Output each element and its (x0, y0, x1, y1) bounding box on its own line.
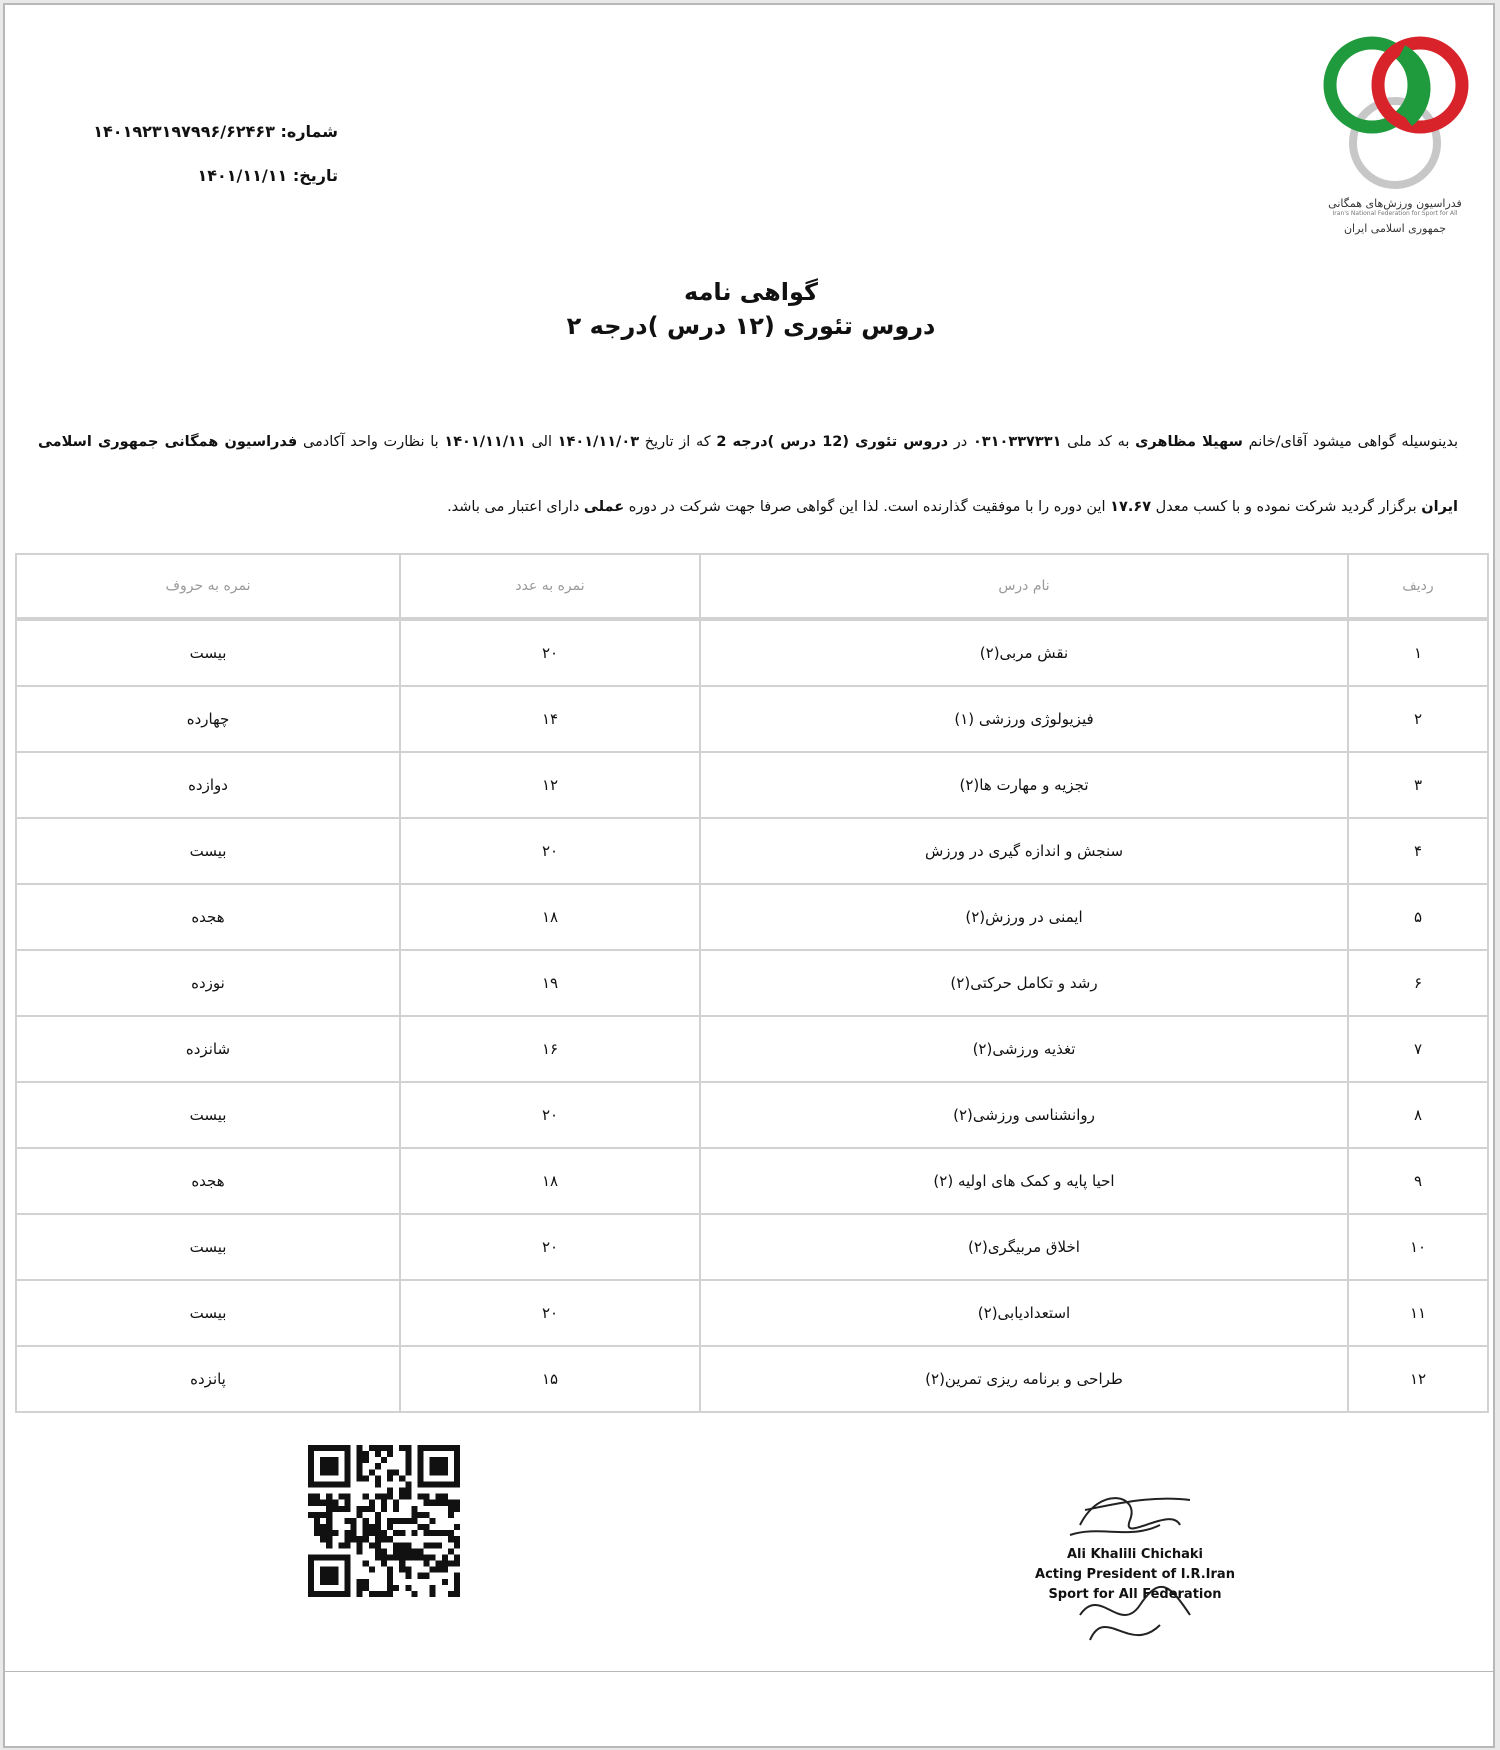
grade-number-cell: ۱۶ (399, 1017, 699, 1083)
body-text-7: برگزار گردید شرکت نموده و با کسب معدل (1155, 499, 1417, 515)
row-number: ۶ (1347, 951, 1487, 1017)
row-number: ۳ (1347, 753, 1487, 819)
org-name-english: Iran's National Federation for Sport for All (1332, 210, 1458, 217)
holder-name: سهیلا مظاهری (1135, 434, 1243, 450)
table-row (17, 687, 1487, 753)
grade-number-cell: ۲۰ (399, 1281, 699, 1347)
grade-words-cell: بیست (17, 1215, 399, 1281)
table-row (17, 753, 1487, 819)
table-row (17, 885, 1487, 951)
body-text-8: این دوره را با موفقیت گذارنده است. لذا این گواهی صرفا جهت شرکت در دوره (628, 499, 1106, 515)
table-row (17, 819, 1487, 885)
course-name-cell: ایمنی در ورزش(۲) (699, 885, 1347, 951)
document-meta (93, 110, 338, 198)
table-row (17, 1215, 1487, 1281)
course-name-cell: روانشناسی ورزشی(۲) (699, 1083, 1347, 1149)
grade-words-cell: بیست (17, 1281, 399, 1347)
certificate-page (3, 3, 1495, 1673)
org-name: فدراسیون ورزش‌های همگانی (1328, 197, 1462, 210)
grade-number-cell: ۱۴ (399, 687, 699, 753)
course-name-cell: تغذیه ورزشی(۲) (699, 1017, 1347, 1083)
table-row (17, 1083, 1487, 1149)
course-name: دروس تئوری (12 درس )درجه 2 (716, 434, 949, 450)
qr-code (308, 1445, 460, 1597)
grade-words-cell: هجده (17, 885, 399, 951)
header-row-number: ردیف (1347, 553, 1487, 621)
table-row (17, 951, 1487, 1017)
header-grade-number: نمره به عدد (399, 553, 699, 621)
signature-block (1010, 1465, 1260, 1655)
grade-words-cell: بیست (17, 1083, 399, 1149)
org-country: جمهوری اسلامی ایران (1343, 222, 1447, 235)
certificate-body (38, 410, 1458, 540)
row-number: ۱۰ (1347, 1215, 1487, 1281)
grade-number-cell: ۱۹ (399, 951, 699, 1017)
grade-number-cell: ۱۲ (399, 753, 699, 819)
grade-number-cell: ۱۸ (399, 885, 699, 951)
number-value: ۱۴۰۱۹۲۳۱۹۷۹۹۶/۶۲۴۶۳ (93, 122, 275, 141)
grade-words-cell: شانزده (17, 1017, 399, 1083)
number-label: شماره: (280, 122, 338, 141)
table-row (17, 1347, 1487, 1413)
body-text-3: در (953, 434, 968, 450)
grade-number-cell: ۲۰ (399, 1083, 699, 1149)
signatory-org: Sport for All Federation (1048, 1587, 1222, 1602)
row-number: ۵ (1347, 885, 1487, 951)
course-name-cell: احیا پایه و کمک های اولیه (۲) (699, 1149, 1347, 1215)
grades-table (15, 553, 1489, 1413)
course-name-cell: تجزیه و مهارت ها(۲) (699, 753, 1347, 819)
date-value: ۱۴۰۱/۱۱/۱۱ (197, 166, 288, 185)
grade-number-cell: ۲۰ (399, 1215, 699, 1281)
body-text-1: بدینوسیله گواهی میشود آقای/خانم (1248, 434, 1459, 450)
grade-words-cell: بیست (17, 621, 399, 687)
grade-words-cell: چهارده (17, 687, 399, 753)
table-row (17, 1149, 1487, 1215)
grade-words-cell: بیست (17, 819, 399, 885)
page-bottom-area (3, 1672, 1495, 1748)
course-name-cell: سنجش و اندازه گیری در ورزش (699, 819, 1347, 885)
row-number: ۹ (1347, 1149, 1487, 1215)
grade-number-cell: ۲۰ (399, 621, 699, 687)
grade-words-cell: دوازده (17, 753, 399, 819)
grade-number-cell: ۲۰ (399, 819, 699, 885)
body-text-6: با نظارت واحد آکادمی (302, 434, 439, 450)
body-text-5: الی (531, 434, 552, 450)
date-label: تاریخ: (292, 166, 338, 185)
document-number (93, 110, 338, 154)
table-row (17, 1017, 1487, 1083)
date-to: ۱۴۰۱/۱۱/۱۱ (444, 434, 526, 450)
signatory (1010, 1545, 1260, 1605)
table-row (17, 1281, 1487, 1347)
federation-logo (1305, 23, 1485, 235)
course-name-cell: نقش مربی(۲) (699, 621, 1347, 687)
row-number: ۸ (1347, 1083, 1487, 1149)
grade-number-cell: ۱۸ (399, 1149, 699, 1215)
header-grade-words: نمره به حروف (17, 553, 399, 621)
title-block (5, 275, 1497, 343)
course-name-cell: فیزیولوژی ورزشی (۱) (699, 687, 1347, 753)
signatory-title: Acting President of I.R.Iran (1035, 1567, 1235, 1582)
row-number: ۱۱ (1347, 1281, 1487, 1347)
grade-words-cell: نوزده (17, 951, 399, 1017)
certificate-subtitle: دروس تئوری (۱۲ درس )درجه ۲ (566, 312, 936, 340)
row-number: ۱۲ (1347, 1347, 1487, 1413)
body-text-2: به کد ملی (1067, 434, 1130, 450)
table-row (17, 621, 1487, 687)
grade-words-cell: هجده (17, 1149, 399, 1215)
body-text-9: دارای اعتبار می باشد. (447, 499, 580, 515)
practical-label: عملی (583, 499, 625, 515)
federation-name: فدراسیون همگانی جمهوری اسلامی ایران (38, 434, 1458, 515)
body-text-4: که از تاریخ (644, 434, 711, 450)
grade-number-cell: ۱۵ (399, 1347, 699, 1413)
rings-logo-icon (1310, 23, 1480, 193)
certificate-title: گواهی نامه (684, 278, 818, 306)
row-number: ۴ (1347, 819, 1487, 885)
course-name-cell: اخلاق مربیگری(۲) (699, 1215, 1347, 1281)
document-date (93, 154, 338, 198)
national-id: ۰۳۱۰۳۳۷۳۳۱ (972, 434, 1062, 450)
signatory-name: Ali Khalili Chichaki (1066, 1547, 1204, 1562)
table-header-row (17, 553, 1487, 621)
grade-words-cell: پانزده (17, 1347, 399, 1413)
course-name-cell: طراحی و برنامه ریزی تمرین(۲) (699, 1347, 1347, 1413)
row-number: ۷ (1347, 1017, 1487, 1083)
header-course-name: نام درس (699, 553, 1347, 621)
course-name-cell: رشد و تکامل حرکتی(۲) (699, 951, 1347, 1017)
row-number: ۲ (1347, 687, 1487, 753)
course-name-cell: استعدادیابی(۲) (699, 1281, 1347, 1347)
row-number: ۱ (1347, 621, 1487, 687)
average-grade: ۱۷.۶۷ (1110, 499, 1152, 515)
date-from: ۱۴۰۱/۱۱/۰۳ (557, 434, 640, 450)
